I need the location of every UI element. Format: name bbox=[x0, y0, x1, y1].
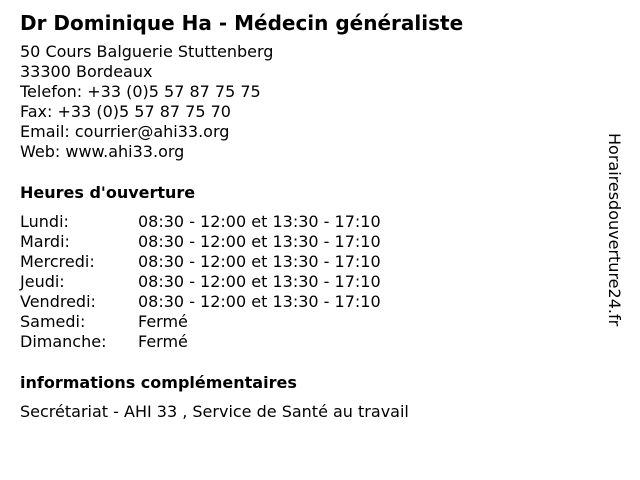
hours-row-saturday bbox=[20, 312, 381, 332]
hours-row-wednesday bbox=[20, 252, 381, 272]
day-label: Lundi: bbox=[20, 212, 69, 231]
day-label: Mercredi: bbox=[20, 252, 95, 271]
phone-number: Telefon: +33 (0)5 57 87 75 75 bbox=[20, 82, 261, 101]
additional-info-heading: informations complémentaires bbox=[20, 373, 297, 392]
day-label: Samedi: bbox=[20, 312, 86, 331]
hours-row-thursday bbox=[20, 272, 381, 292]
day-hours: 08:30 - 12:00 et 13:30 - 17:10 bbox=[138, 252, 381, 271]
day-label: Dimanche: bbox=[20, 332, 107, 351]
business-card bbox=[20, 10, 600, 422]
hours-row-sunday bbox=[20, 332, 381, 352]
day-hours: Fermé bbox=[138, 312, 188, 331]
fax-number: Fax: +33 (0)5 57 87 75 70 bbox=[20, 102, 231, 121]
additional-info-text: Secrétariat - AHI 33 , Service de Santé au travail bbox=[20, 402, 409, 421]
contact-block bbox=[20, 42, 600, 162]
hours-row-monday bbox=[20, 212, 381, 232]
hours-row-tuesday bbox=[20, 232, 381, 252]
day-hours: Fermé bbox=[138, 332, 188, 351]
day-label: Vendredi: bbox=[20, 292, 96, 311]
page-title: Dr Dominique Ha - Médecin généraliste bbox=[20, 11, 464, 35]
opening-hours-heading: Heures d'ouverture bbox=[20, 183, 196, 202]
website: Web: www.ahi33.org bbox=[20, 142, 185, 161]
day-hours: 08:30 - 12:00 et 13:30 - 17:10 bbox=[138, 272, 381, 291]
day-label: Mardi: bbox=[20, 232, 70, 251]
day-hours: 08:30 - 12:00 et 13:30 - 17:10 bbox=[138, 212, 381, 231]
day-label: Jeudi: bbox=[20, 272, 65, 291]
hours-row-friday bbox=[20, 292, 381, 312]
opening-hours-table bbox=[20, 212, 381, 352]
address-street: 50 Cours Balguerie Stuttenberg bbox=[20, 42, 274, 61]
address-city: 33300 Bordeaux bbox=[20, 62, 153, 81]
day-hours: 08:30 - 12:00 et 13:30 - 17:10 bbox=[138, 232, 381, 251]
day-hours: 08:30 - 12:00 et 13:30 - 17:10 bbox=[138, 292, 381, 311]
email-address: Email: courrier@ahi33.org bbox=[20, 122, 230, 141]
site-watermark: Horairesdouverture24.fr bbox=[605, 133, 624, 327]
